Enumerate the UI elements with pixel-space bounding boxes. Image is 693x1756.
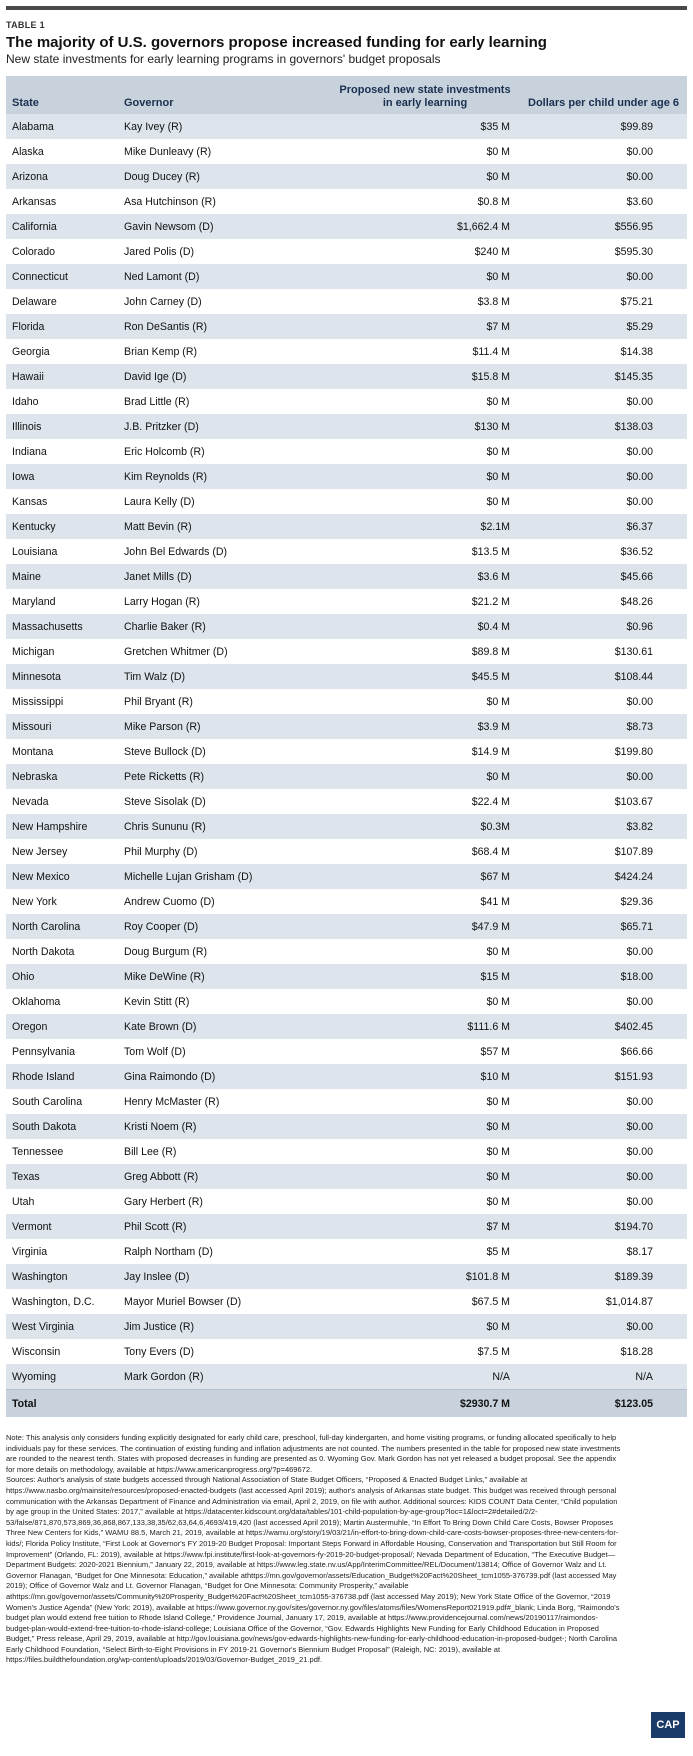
governor-cell: Brad Little (R) — [118, 389, 330, 414]
governor-cell: Ned Lamont (D) — [118, 264, 330, 289]
dollars-cell: $18.28 — [520, 1339, 687, 1364]
governor-cell: Phil Scott (R) — [118, 1214, 330, 1239]
top-rule — [6, 6, 687, 10]
table-row — [6, 139, 687, 164]
dollars-cell: $3.82 — [520, 814, 687, 839]
investment-cell: $0 M — [330, 439, 520, 464]
column-header-governor: Governor — [118, 76, 330, 114]
state-cell: Nevada — [6, 789, 118, 814]
state-cell: Kansas — [6, 489, 118, 514]
investment-cell: $0 M — [330, 1189, 520, 1214]
investment-cell: $45.5 M — [330, 664, 520, 689]
dollars-cell: $66.66 — [520, 1039, 687, 1064]
state-cell: Oregon — [6, 1014, 118, 1039]
table-row — [6, 1189, 687, 1214]
state-cell: Louisiana — [6, 539, 118, 564]
table-row — [6, 1264, 687, 1289]
investment-cell: $15.8 M — [330, 364, 520, 389]
investment-cell: $14.9 M — [330, 739, 520, 764]
governor-cell: Pete Ricketts (R) — [118, 764, 330, 789]
state-cell: North Carolina — [6, 914, 118, 939]
state-cell: Idaho — [6, 389, 118, 414]
dollars-cell: $199.80 — [520, 739, 687, 764]
dollars-cell: $29.36 — [520, 889, 687, 914]
investment-cell: $0 M — [330, 1314, 520, 1339]
table-label: TABLE 1 — [6, 20, 45, 30]
table-row — [6, 964, 687, 989]
dollars-cell: $0.00 — [520, 1114, 687, 1139]
state-cell: Illinois — [6, 414, 118, 439]
state-cell: Montana — [6, 739, 118, 764]
dollars-cell: $0.00 — [520, 939, 687, 964]
table-row — [6, 514, 687, 539]
governor-cell: Doug Ducey (R) — [118, 164, 330, 189]
dollars-cell: $0.00 — [520, 389, 687, 414]
governor-cell: Tom Wolf (D) — [118, 1039, 330, 1064]
table-row — [6, 1039, 687, 1064]
state-cell: Georgia — [6, 339, 118, 364]
table-row — [6, 289, 687, 314]
investment-cell: $0 M — [330, 139, 520, 164]
state-cell: Maryland — [6, 589, 118, 614]
governor-cell: Mike DeWine (R) — [118, 964, 330, 989]
investment-cell: $130 M — [330, 414, 520, 439]
total-label: Total — [6, 1390, 118, 1418]
governor-cell: Greg Abbott (R) — [118, 1164, 330, 1189]
investment-cell: $0 M — [330, 164, 520, 189]
table-row — [6, 1239, 687, 1264]
state-cell: Mississippi — [6, 689, 118, 714]
dollars-cell: $5.29 — [520, 314, 687, 339]
table-row — [6, 589, 687, 614]
governor-cell: Jay Inslee (D) — [118, 1264, 330, 1289]
state-cell: New Hampshire — [6, 814, 118, 839]
governor-cell: Michelle Lujan Grisham (D) — [118, 864, 330, 889]
table-row — [6, 1339, 687, 1364]
investment-cell: $89.8 M — [330, 639, 520, 664]
investment-cell: $21.2 M — [330, 589, 520, 614]
funding-table — [6, 76, 687, 1417]
investment-cell: $0.3M — [330, 814, 520, 839]
table-row — [6, 739, 687, 764]
investment-cell: $3.8 M — [330, 289, 520, 314]
investment-cell: $0 M — [330, 689, 520, 714]
dollars-cell: $0.00 — [520, 264, 687, 289]
dollars-cell: $595.30 — [520, 239, 687, 264]
table-row — [6, 464, 687, 489]
governor-cell: Tim Walz (D) — [118, 664, 330, 689]
state-cell: Nebraska — [6, 764, 118, 789]
investment-cell: $0 M — [330, 464, 520, 489]
column-header-state: State — [6, 76, 118, 114]
table-row — [6, 439, 687, 464]
governor-cell: Mayor Muriel Bowser (D) — [118, 1289, 330, 1314]
notes-section — [6, 1433, 622, 1666]
dollars-cell: $145.35 — [520, 364, 687, 389]
governor-cell: Matt Bevin (R) — [118, 514, 330, 539]
governor-cell: Jared Polis (D) — [118, 239, 330, 264]
dollars-cell: $424.24 — [520, 864, 687, 889]
state-cell: South Carolina — [6, 1089, 118, 1114]
state-cell: Oklahoma — [6, 989, 118, 1014]
dollars-cell: $0.00 — [520, 1189, 687, 1214]
governor-cell: Roy Cooper (D) — [118, 914, 330, 939]
state-cell: Alaska — [6, 139, 118, 164]
dollars-cell: $0.00 — [520, 489, 687, 514]
dollars-cell: $0.00 — [520, 1139, 687, 1164]
state-cell: Michigan — [6, 639, 118, 664]
governor-cell: Steve Sisolak (D) — [118, 789, 330, 814]
investment-cell: $0 M — [330, 1089, 520, 1114]
investment-cell: $1,662.4 M — [330, 214, 520, 239]
table-body — [6, 114, 687, 1390]
state-cell: Ohio — [6, 964, 118, 989]
investment-cell: $13.5 M — [330, 539, 520, 564]
governor-cell: Chris Sununu (R) — [118, 814, 330, 839]
governor-cell: Henry McMaster (R) — [118, 1089, 330, 1114]
state-cell: New York — [6, 889, 118, 914]
sources-note: Sources: Author's analysis of state budgets accessed through National Association of State Budget Officers, “Proposed & Enacted Budget Links,” available at https://www.nasbo.org/mainsite/resources/proposed-enacted-budgets (last accessed April 2019); author's analysis of Arkansas state budget. This budget was received through personal communication with the Arkansas Department of Finance and Administration via email, April 2, 2019, on file with author. Additional sources: KIDS COUNT Data Center, “Child population by age group in the United States: 2017,” available at https://datacenter.kidscount.org/data/tables/101-child-population-by-age-group?loc=1&loct=2#detailed/2/2-53/false/871,870,573,869,36,868,867,133,38,35/62,63,64,6,4693/419,420 (last accessed April 2019); Martin Austermuhle, “In Effort To Bring Down Child Care Costs, Bowser Proposes Three New Centers for Kids,” WAMU 88.5, March 21, 2019, available at https://wamu.org/story/19/03/21/in-effort-to-bring-down-child-care-costs-bowser-proposes-three-new-centers-for-kids/; Florida Policy Institute, “First Look at Governor's FY 2019-20 Budget Proposal: Important Steps Forward in Affordable Housing, Conservation and Transportation but Still Room for Improvement” (Orlando, FL: 2019), available at https://www.fpi.institute/first-look-at-governors-fy-2019-20-budget-proposal/; Nevada Department of Education, “The Executive Budget—Department Budgets: 2020-2021 Biennium,” January 22, 2019, available at https://www.leg.state.nv.us/App/InterimCommittee/REL/Document/13814; Office of Governor Walz and Lt. Governor Flanagan, “Budget for One Minnesota: Education,” available athttps://mn.gov/governor/assets/Education_Budget%20Fact%20Sheet_tcm1055-376739.pdf (last accessed May 2019); Office of Governor Walz and Lt. Governor Flanagan, “Budget for One Minnesota: Community Prosperity,” available athttps://mn.gov/governor/assets/Community%20Prosperity_Budget%20Fact%20Sheet_tcm1055-376738.pdf (last accessed May 2019); New York State Office of the Governor, “2019 Women's Justice Agenda” (New York: 2019), available at https://www.governor.ny.gov/sites/governor.ny.gov/files/atoms/files/WomensReport021919.pdf#_blank; Linda Borg, “Raimondo's budget plan would extend free tuition to Rhode Island College,” Providence Journal, January 17, 2019, available at https://www.providencejournal.com/news/20190117/raimondos-budget-plan-would-extend-free-tuition-to-rhode-island-college; Louisiana Office of the Governor, “Gov. Edwards Highlights New Funding for Early Childhood Education in Proposed Budget,” Press release, April 29, 2019, available at http://gov.louisiana.gov/news/gov-edwards-highlights-new-funding-for-early-childhood-education-in-proposed-budget-; North Carolina Early Childhood Foundation, “Select Birth-to-Eight Provisions in FY 2019-21 Governor's Biennium Budget Proposal” (Raleigh, NC: 2019), available at https://files.buildthefoundation.org/wp-content/uploads/2019/03/Governor-Budget_2019_21.pdf. — [6, 1475, 620, 1665]
dollars-cell: $45.66 — [520, 564, 687, 589]
table-row — [6, 1014, 687, 1039]
state-cell: Hawaii — [6, 364, 118, 389]
total-dollars: $123.05 — [520, 1390, 687, 1418]
investment-cell: $35 M — [330, 114, 520, 139]
table-row — [6, 364, 687, 389]
table-row — [6, 639, 687, 664]
state-cell: Vermont — [6, 1214, 118, 1239]
state-cell: New Jersey — [6, 839, 118, 864]
dollars-cell: $0.00 — [520, 1089, 687, 1114]
table-row — [6, 1289, 687, 1314]
dollars-cell: $8.17 — [520, 1239, 687, 1264]
table-title: The majority of U.S. governors propose increased funding for early learning — [6, 34, 547, 51]
dollars-cell: $402.45 — [520, 1014, 687, 1039]
table-row — [6, 414, 687, 439]
table-row — [6, 314, 687, 339]
table-row — [6, 689, 687, 714]
dollars-cell: $0.00 — [520, 764, 687, 789]
governor-cell: John Carney (D) — [118, 289, 330, 314]
table-row — [6, 664, 687, 689]
dollars-cell: $103.67 — [520, 789, 687, 814]
table-row — [6, 1214, 687, 1239]
governor-cell: Doug Burgum (R) — [118, 939, 330, 964]
table-row — [6, 864, 687, 889]
table-row — [6, 814, 687, 839]
table-row — [6, 839, 687, 864]
governor-cell: Gretchen Whitmer (D) — [118, 639, 330, 664]
dollars-cell: $108.44 — [520, 664, 687, 689]
governor-cell: Gina Raimondo (D) — [118, 1064, 330, 1089]
investment-cell: $0 M — [330, 264, 520, 289]
state-cell: Kentucky — [6, 514, 118, 539]
table-row — [6, 914, 687, 939]
table-row — [6, 539, 687, 564]
investment-cell: $68.4 M — [330, 839, 520, 864]
governor-cell: Andrew Cuomo (D) — [118, 889, 330, 914]
dollars-cell: $0.00 — [520, 139, 687, 164]
dollars-cell: $194.70 — [520, 1214, 687, 1239]
table-row — [6, 164, 687, 189]
governor-cell: Kevin Stitt (R) — [118, 989, 330, 1014]
table-row — [6, 1114, 687, 1139]
table-row — [6, 989, 687, 1014]
investment-cell: $67.5 M — [330, 1289, 520, 1314]
governor-cell: Eric Holcomb (R) — [118, 439, 330, 464]
state-cell: New Mexico — [6, 864, 118, 889]
governor-cell: Jim Justice (R) — [118, 1314, 330, 1339]
table-row — [6, 214, 687, 239]
governor-cell: Kate Brown (D) — [118, 1014, 330, 1039]
table-row — [6, 614, 687, 639]
dollars-cell: $189.39 — [520, 1264, 687, 1289]
state-cell: Wyoming — [6, 1364, 118, 1390]
state-cell: Missouri — [6, 714, 118, 739]
governor-cell: Ron DeSantis (R) — [118, 314, 330, 339]
dollars-cell: $0.00 — [520, 689, 687, 714]
governor-cell: Bill Lee (R) — [118, 1139, 330, 1164]
investment-cell: $11.4 M — [330, 339, 520, 364]
state-cell: Indiana — [6, 439, 118, 464]
investment-cell: $57 M — [330, 1039, 520, 1064]
investment-cell: $3.6 M — [330, 564, 520, 589]
governor-cell: John Bel Edwards (D) — [118, 539, 330, 564]
investment-cell: N/A — [330, 1364, 520, 1390]
table-row — [6, 114, 687, 139]
cap-logo: CAP — [651, 1712, 685, 1738]
dollars-cell: $0.00 — [520, 164, 687, 189]
dollars-cell: $6.37 — [520, 514, 687, 539]
investment-cell: $5 M — [330, 1239, 520, 1264]
investment-cell: $7 M — [330, 1214, 520, 1239]
state-cell: Wisconsin — [6, 1339, 118, 1364]
state-cell: Virginia — [6, 1239, 118, 1264]
investment-cell: $7.5 M — [330, 1339, 520, 1364]
dollars-cell: $36.52 — [520, 539, 687, 564]
table-row — [6, 389, 687, 414]
dollars-cell: N/A — [520, 1364, 687, 1390]
table-row — [6, 1139, 687, 1164]
dollars-cell: $99.89 — [520, 114, 687, 139]
column-header-investment: Proposed new state investments in early learning — [330, 76, 520, 114]
investment-cell: $0 M — [330, 1114, 520, 1139]
table-subtitle: New state investments for early learning programs in governors' budget proposals — [6, 52, 441, 66]
table-row — [6, 1314, 687, 1339]
governor-cell: Larry Hogan (R) — [118, 589, 330, 614]
investment-cell: $41 M — [330, 889, 520, 914]
governor-cell: Brian Kemp (R) — [118, 339, 330, 364]
dollars-cell: $14.38 — [520, 339, 687, 364]
dollars-cell: $107.89 — [520, 839, 687, 864]
state-cell: Iowa — [6, 464, 118, 489]
state-cell: Delaware — [6, 289, 118, 314]
total-row — [6, 1390, 687, 1418]
state-cell: North Dakota — [6, 939, 118, 964]
state-cell: Minnesota — [6, 664, 118, 689]
investment-cell: $0 M — [330, 489, 520, 514]
state-cell: Tennessee — [6, 1139, 118, 1164]
dollars-cell: $8.73 — [520, 714, 687, 739]
table-row — [6, 1164, 687, 1189]
column-header-dollars: Dollars per child under age 6 — [520, 76, 687, 114]
table-row — [6, 1064, 687, 1089]
header-row — [6, 76, 687, 114]
state-cell: Maine — [6, 564, 118, 589]
governor-cell: Phil Murphy (D) — [118, 839, 330, 864]
table-row — [6, 1089, 687, 1114]
investment-cell: $0 M — [330, 939, 520, 964]
investment-cell: $101.8 M — [330, 1264, 520, 1289]
table-row — [6, 264, 687, 289]
investment-cell: $0.4 M — [330, 614, 520, 639]
governor-cell: Janet Mills (D) — [118, 564, 330, 589]
state-cell: Massachusetts — [6, 614, 118, 639]
state-cell: Colorado — [6, 239, 118, 264]
state-cell: Arizona — [6, 164, 118, 189]
governor-cell: Kim Reynolds (R) — [118, 464, 330, 489]
investment-cell: $67 M — [330, 864, 520, 889]
dollars-cell: $75.21 — [520, 289, 687, 314]
investment-cell: $0 M — [330, 764, 520, 789]
governor-cell: Laura Kelly (D) — [118, 489, 330, 514]
governor-cell: Steve Bullock (D) — [118, 739, 330, 764]
table-row — [6, 239, 687, 264]
investment-cell: $0 M — [330, 389, 520, 414]
table-row — [6, 789, 687, 814]
methodology-note: Note: This analysis only considers funding explicitly designated for early child care, preschool, full-day kindergarten, and home visiting programs, or funding allocated specifically to help individuals pay for these services. The continuation of existing funding and inflation adjustments are not counted. The numbers presented in the table for proposed new state investments are rounded to the nearest tenth. States with proposed decreases in funding are presented as 0. Wyoming Gov. Mark Gordon has not yet released a budget proposal. See the appendix for more details on methodology, available at https://www.americanprogress.org/?p=469672. — [6, 1433, 621, 1474]
table-row — [6, 489, 687, 514]
governor-cell: Kristi Noem (R) — [118, 1114, 330, 1139]
governor-cell: J.B. Pritzker (D) — [118, 414, 330, 439]
table-row — [6, 889, 687, 914]
table-row — [6, 189, 687, 214]
dollars-cell: $18.00 — [520, 964, 687, 989]
state-cell: Connecticut — [6, 264, 118, 289]
investment-cell: $0.8 M — [330, 189, 520, 214]
investment-cell: $3.9 M — [330, 714, 520, 739]
table-row — [6, 339, 687, 364]
total-governor-cell — [118, 1390, 330, 1418]
state-cell: Utah — [6, 1189, 118, 1214]
dollars-cell: $1,014.87 — [520, 1289, 687, 1314]
state-cell: Arkansas — [6, 189, 118, 214]
dollars-cell: $48.26 — [520, 589, 687, 614]
governor-cell: Ralph Northam (D) — [118, 1239, 330, 1264]
governor-cell: Charlie Baker (R) — [118, 614, 330, 639]
dollars-cell: $0.96 — [520, 614, 687, 639]
state-cell: Rhode Island — [6, 1064, 118, 1089]
state-cell: Washington, D.C. — [6, 1289, 118, 1314]
investment-cell: $240 M — [330, 239, 520, 264]
table-figure — [6, 6, 687, 1666]
dollars-cell: $0.00 — [520, 1314, 687, 1339]
governor-cell: Gary Herbert (R) — [118, 1189, 330, 1214]
dollars-cell: $0.00 — [520, 464, 687, 489]
investment-cell: $2.1M — [330, 514, 520, 539]
investment-cell: $0 M — [330, 1164, 520, 1189]
dollars-cell: $556.95 — [520, 214, 687, 239]
dollars-cell: $151.93 — [520, 1064, 687, 1089]
state-cell: West Virginia — [6, 1314, 118, 1339]
state-cell: California — [6, 214, 118, 239]
investment-cell: $22.4 M — [330, 789, 520, 814]
governor-cell: Mark Gordon (R) — [118, 1364, 330, 1390]
investment-cell: $10 M — [330, 1064, 520, 1089]
investment-cell: $15 M — [330, 964, 520, 989]
dollars-cell: $0.00 — [520, 989, 687, 1014]
governor-cell: David Ige (D) — [118, 364, 330, 389]
investment-cell: $111.6 M — [330, 1014, 520, 1039]
total-investment: $2930.7 M — [330, 1390, 520, 1418]
governor-cell: Tony Evers (D) — [118, 1339, 330, 1364]
state-cell: South Dakota — [6, 1114, 118, 1139]
governor-cell: Mike Parson (R) — [118, 714, 330, 739]
dollars-cell: $138.03 — [520, 414, 687, 439]
investment-cell: $0 M — [330, 989, 520, 1014]
dollars-cell: $130.61 — [520, 639, 687, 664]
governor-cell: Phil Bryant (R) — [118, 689, 330, 714]
governor-cell: Asa Hutchinson (R) — [118, 189, 330, 214]
state-cell: Washington — [6, 1264, 118, 1289]
table-row — [6, 1364, 687, 1390]
state-cell: Texas — [6, 1164, 118, 1189]
state-cell: Pennsylvania — [6, 1039, 118, 1064]
governor-cell: Mike Dunleavy (R) — [118, 139, 330, 164]
state-cell: Florida — [6, 314, 118, 339]
dollars-cell: $65.71 — [520, 914, 687, 939]
investment-cell: $47.9 M — [330, 914, 520, 939]
governor-cell: Kay Ivey (R) — [118, 114, 330, 139]
state-cell: Alabama — [6, 114, 118, 139]
dollars-cell: $0.00 — [520, 1164, 687, 1189]
dollars-cell: $3.60 — [520, 189, 687, 214]
table-row — [6, 714, 687, 739]
table-row — [6, 939, 687, 964]
table-row — [6, 564, 687, 589]
investment-cell: $7 M — [330, 314, 520, 339]
table-row — [6, 764, 687, 789]
investment-cell: $0 M — [330, 1139, 520, 1164]
dollars-cell: $0.00 — [520, 439, 687, 464]
governor-cell: Gavin Newsom (D) — [118, 214, 330, 239]
